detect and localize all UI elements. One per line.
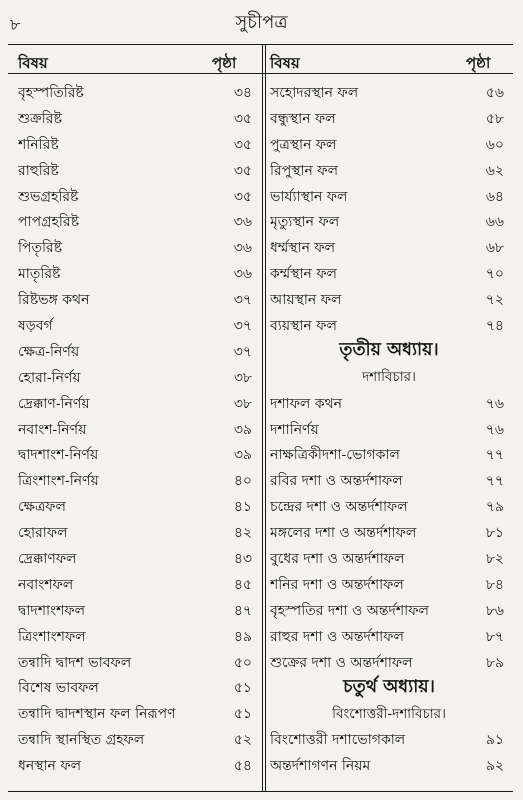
toc-entry-page: ৬৮ [485,240,504,257]
toc-entry-title: রিষ্টভঙ্গ কথন [18,292,90,309]
toc-entry-page: ৩৬ [233,240,252,257]
toc-entry [18,546,256,572]
toc-entry-page: ৫২ [233,732,252,749]
toc-entry [18,624,256,650]
toc-entry-page: ৭৪ [485,317,504,334]
toc-entry [270,184,508,210]
toc-entry-page: ৫১ [233,706,252,723]
toc-entry [270,106,508,132]
toc-entry [18,209,256,235]
toc-entry [18,132,256,158]
toc-entry-title: ধনস্থান ফল [18,758,81,775]
toc-entry-title: তন্বাদি দ্বাদশস্থান ফল নিরূপণ [18,706,176,723]
toc-entry [270,468,508,494]
toc-entry-page: ৭৬ [485,395,504,412]
toc-entry-title: বিশেষ ভাবফল [18,680,99,697]
toc-entry-title: ষড়বর্গ [18,317,53,334]
toc-entry-title: রবির দশা ও অন্তর্দশাফল [270,473,403,490]
toc-entry-page: ৮৯ [485,654,504,671]
right-page-heading: পৃষ্ঠা [466,54,491,72]
toc-entry [18,520,256,546]
left-column [18,80,256,779]
toc-entry-title: ক্ষেত্র-নির্ণয় [18,343,80,360]
toc-entry-page: ৭৭ [485,473,504,490]
toc-entry-page: ৩৭ [233,317,252,334]
toc-entry-page: ৪০ [233,473,252,490]
toc-entry-title: মৃত্যুস্থান ফল [270,214,340,231]
top-rule [8,44,513,45]
toc-entry-title: ত্রিংশাংশ-নির্ণয় [18,473,99,490]
toc-entry-title: শুভগ্রহরিষ্ট [18,188,79,205]
toc-entry [270,572,508,598]
toc-entry-title: অন্তর্দশাগণন নিয়ম [270,758,371,775]
toc-entry-title: দ্রেক্কাণ-নির্ণয় [18,395,90,412]
toc-entry-page: ৪১ [233,499,252,516]
toc-entry-title: কর্ম্মস্থান ফল [270,266,337,283]
toc-entry-page: ৮৬ [485,602,504,619]
toc-entry-title: পুত্রস্থান ফল [270,136,337,153]
toc-entry-page: ৭৬ [485,421,504,438]
toc-entry-page: ৮৭ [485,628,504,645]
toc-entry-page: ৪৭ [233,602,252,619]
toc-entry-page: ৪২ [233,525,252,542]
toc-entry-title: নবাংশ-নির্ণয় [18,421,87,438]
toc-entry-title: ক্ষেত্রফল [18,499,66,516]
toc-entry-page: ৩৫ [233,162,252,179]
toc-entry [18,753,256,779]
toc-entry-title: বৃহস্পতির দশা ও অন্তর্দশাফল [270,602,429,619]
toc-entry [270,727,508,753]
toc-entry-title: ত্রিংশাংশফল [18,628,86,645]
toc-entry [18,339,256,365]
toc-entry-title: বিংশোত্তরী দশাভোগকাল [270,732,406,749]
page-number: ৮ [10,15,21,34]
bottom-rule [8,791,513,792]
toc-entry [270,287,508,313]
toc-entry-page: ৩৯ [233,447,252,464]
toc-entry-title: রাহুরিষ্ট [18,162,59,179]
toc-entry-page: ৩৬ [233,214,252,231]
toc-entry-page: ৩৬ [233,266,252,283]
toc-entry [270,753,508,779]
toc-entry-title: ধর্ম্মস্থান ফল [270,240,336,257]
toc-entry-title: রিপুস্থান ফল [270,162,339,179]
toc-entry [270,80,508,106]
toc-entry-page: ৫১ [233,680,252,697]
toc-entry-page: ৮১ [485,525,504,542]
toc-entry-page: ৪৫ [233,576,252,593]
toc-entry [18,235,256,261]
toc-entry [18,80,256,106]
toc-entry-page: ৭২ [485,292,504,309]
toc-entry [270,261,508,287]
toc-entry-page: ৯১ [485,732,504,749]
toc-entry-page: ৪৩ [233,550,252,567]
toc-entry [18,468,256,494]
toc-entry-page: ৯২ [485,758,504,775]
chapter-heading-text: তৃতীয় অধ্যায়। [339,340,439,361]
toc-entry-title: চন্দ্রের দশা ও অন্তর্দশাফল [270,499,408,516]
header-rule [8,73,513,74]
toc-entry [270,650,508,676]
toc-entry-title: বন্ধুস্থান ফল [270,110,336,127]
right-topic-heading: বিষয় [270,54,300,72]
toc-entry-title: পিতৃরিষ্ট [18,240,63,257]
right-column [270,80,508,779]
page-title: সুচীপত্র [235,12,288,33]
toc-entry [270,235,508,261]
toc-entry-title: দ্বাদশাংশফল [18,602,86,619]
toc-entry [18,417,256,443]
toc-entry-page: ৬২ [485,162,504,179]
toc-entry [270,520,508,546]
chapter-heading [270,675,508,701]
section-heading [270,701,508,727]
toc-entry [18,598,256,624]
toc-entry [270,417,508,443]
toc-entry-title: দশাফল কথন [270,395,343,412]
toc-entry-page: ৮৪ [485,576,504,593]
toc-entry-title: ভার্য্যাস্থান ফল [270,188,348,205]
toc-entry-title: হোরা-নির্ণয় [18,369,81,386]
toc-entry-page: ৩৮ [233,395,252,412]
toc-entry-page: ৫৮ [485,110,504,127]
toc-entry [18,650,256,676]
toc-entry [18,365,256,391]
chapter-heading [270,339,508,365]
toc-entry-page: ৩৫ [233,136,252,153]
toc-entry [18,313,256,339]
toc-entry [270,132,508,158]
toc-entry-title: দ্বাদশাংশ-নির্ণয় [18,447,99,464]
toc-entry-page: ৬৪ [485,188,504,205]
toc-entry-title: সহোদরস্থান ফল [270,84,359,101]
toc-entry-page: ৪৯ [233,628,252,645]
left-topic-heading: বিষয় [18,54,48,72]
toc-entry-title: শুক্রের দশা ও অন্তর্দশাফল [270,654,413,671]
section-heading-text: দশাবিচার। [362,369,416,386]
toc-entry-page: ৭০ [485,266,504,283]
toc-entry-title: বুধের দশা ও অন্তর্দশাফল [270,550,405,567]
left-page-heading: পৃষ্ঠা [212,54,237,72]
toc-entry-page: ৫০ [233,654,252,671]
toc-entry-page: ৫৬ [485,84,504,101]
toc-entry-title: শনির দশা ও অন্তর্দশাফল [270,576,404,593]
toc-entry [18,572,256,598]
section-heading-text: বিংশোত্তরী-দশাবিচার। [332,705,446,722]
toc-entry-page: ৭৭ [485,447,504,464]
toc-entry-title: ব্যয়স্থান ফল [270,317,337,334]
toc-entry-title: হোরাফল [18,525,68,542]
toc-entry-title: তন্বাদি দ্বাদশ ভাবফল [18,654,132,671]
toc-entry-page: ৮২ [485,550,504,567]
toc-entry [18,184,256,210]
toc-entry-title: শুক্ররিষ্ট [18,110,62,127]
toc-entry-page: ৭৯ [485,499,504,516]
toc-entry [18,158,256,184]
toc-entry [270,313,508,339]
toc-entry-title: তন্বাদি স্থানস্থিত গ্রহফল [18,732,145,749]
toc-entry [270,158,508,184]
toc-entry-title: নবাংশফল [18,576,74,593]
toc-entry [18,261,256,287]
toc-entry-title: শনিরিষ্ট [18,136,59,153]
toc-entry [270,494,508,520]
toc-entry [270,209,508,235]
toc-entry [18,287,256,313]
toc-entry-page: ৩৭ [233,343,252,360]
toc-entry-page: ৫৪ [233,758,252,775]
toc-entry-page: ৬০ [485,136,504,153]
toc-entry [18,391,256,417]
toc-entry-title: মঙ্গলের দশা ও অন্তর্দশাফল [270,525,417,542]
toc-entry-title: আয়স্থান ফল [270,292,342,309]
toc-entry-page: ৩৫ [233,110,252,127]
toc-entry-title: রাহুর দশা ও অন্তর্দশাফল [270,628,404,645]
column-divider [262,44,263,791]
toc-entry-title: পাপগ্রহরিষ্ট [18,214,80,231]
toc-entry-page: ৬৬ [485,214,504,231]
toc-entry-title: দশানির্ণয় [270,421,319,438]
toc-entry-page: ৩৭ [233,292,252,309]
toc-entry [18,675,256,701]
toc-entry [270,598,508,624]
toc-entry-title: দ্রেক্কাণফল [18,550,77,567]
toc-entry [270,442,508,468]
toc-entry [270,391,508,417]
column-divider [265,44,266,791]
toc-entry-page: ৩৪ [233,84,252,101]
toc-entry-title: বৃহস্পতিরিষ্ট [18,84,84,101]
toc-entry [18,701,256,727]
toc-entry-title: নাক্ষত্রিকীদশা-ভোগকাল [270,447,400,464]
toc-entry-page: ৩৫ [233,188,252,205]
section-heading [270,365,508,391]
toc-entry [18,106,256,132]
toc-entry [18,442,256,468]
toc-entry [270,624,508,650]
toc-entry [18,494,256,520]
chapter-heading-text: চতুর্থ অধ্যায়। [343,676,435,697]
toc-entry [270,546,508,572]
toc-entry-page: ৩৮ [233,369,252,386]
toc-entry [18,727,256,753]
toc-entry-title: মাতৃরিষ্ট [18,266,61,283]
toc-entry-page: ৩৯ [233,421,252,438]
